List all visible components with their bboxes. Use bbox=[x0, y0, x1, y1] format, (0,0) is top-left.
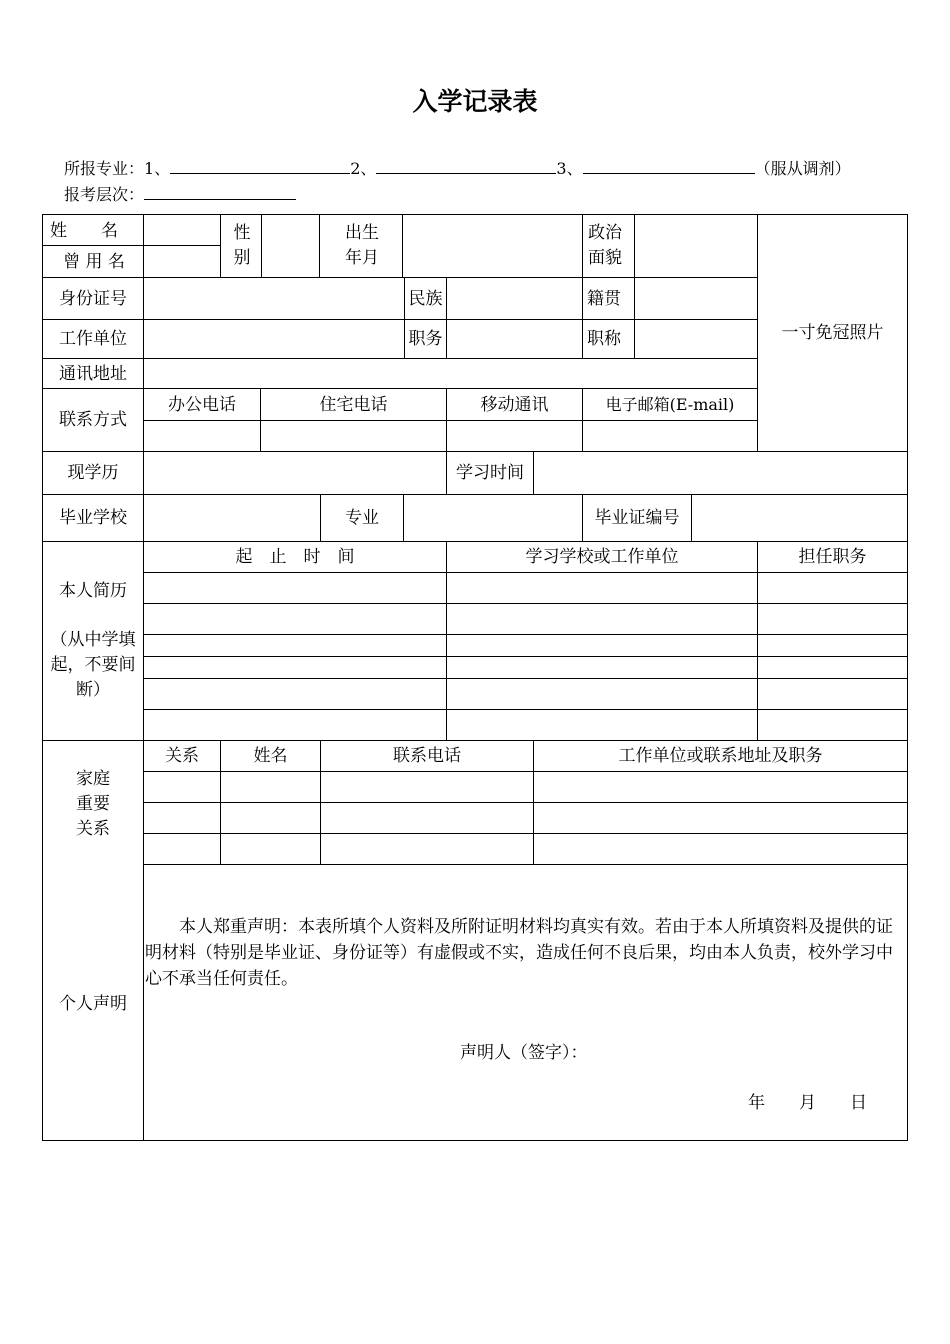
title-rank-label: 职称 bbox=[587, 329, 621, 349]
major-label: 所报专业： bbox=[64, 159, 145, 178]
major-line bbox=[64, 158, 851, 180]
resume-label: 本人简历 bbox=[59, 581, 127, 601]
work-unit-label: 工作单位 bbox=[59, 329, 127, 349]
political-field[interactable] bbox=[635, 215, 757, 277]
family-col-relation: 关系 bbox=[165, 746, 199, 766]
id-card-label: 身份证号 bbox=[59, 288, 127, 309]
grad-school-field[interactable] bbox=[144, 495, 320, 541]
resume-note: （从中学填起，不要间断） bbox=[50, 629, 136, 700]
major-2-label: 2、 bbox=[350, 159, 377, 178]
education-field[interactable] bbox=[144, 452, 446, 494]
native-place-label: 籍贯 bbox=[587, 288, 621, 309]
ethnicity-label: 民族 bbox=[408, 288, 443, 309]
office-phone-label: 办公电话 bbox=[168, 394, 236, 415]
major-label-cell: 专业 bbox=[345, 508, 379, 528]
address-label: 通讯地址 bbox=[59, 363, 127, 384]
level-line bbox=[64, 184, 296, 206]
enrollment-form bbox=[42, 214, 908, 1141]
study-time-field[interactable] bbox=[534, 452, 907, 494]
political-label: 政治面貌 bbox=[588, 223, 622, 268]
major-2-field[interactable] bbox=[376, 158, 556, 174]
position-field[interactable] bbox=[447, 320, 582, 358]
major-3-label: 3、 bbox=[556, 159, 583, 178]
family-label: 家庭重要关系 bbox=[76, 768, 110, 839]
position-label: 职务 bbox=[408, 329, 443, 349]
gender-label: 性别 bbox=[233, 223, 251, 268]
grad-school-label: 毕业学校 bbox=[59, 508, 127, 528]
title-rank-field[interactable] bbox=[635, 320, 757, 358]
home-phone-field[interactable] bbox=[261, 421, 446, 451]
major-1-label: 1、 bbox=[144, 159, 171, 178]
diploma-no-field[interactable] bbox=[692, 495, 907, 541]
resume-col-duty: 担任职务 bbox=[798, 547, 867, 567]
email-label: 电子邮箱(E-mail) bbox=[605, 394, 735, 414]
birth-field[interactable] bbox=[403, 215, 582, 277]
former-name-field[interactable] bbox=[144, 246, 220, 277]
contact-label: 联系方式 bbox=[59, 410, 127, 430]
declaration-text: 本人郑重声明：本表所填个人资料及所附证明材料均真实有效。若由于本人所填资料及提供的证明材料（特别是毕业证、身份证等）有虚假或不实，造成任何不良后果，均由本人负责，校外学习中心不承当任何责任。 bbox=[145, 917, 893, 989]
level-label: 报考层次： bbox=[64, 185, 145, 204]
email-field[interactable] bbox=[583, 421, 757, 451]
work-unit-field[interactable] bbox=[144, 320, 404, 358]
mobile-field[interactable] bbox=[447, 421, 582, 451]
major-field[interactable] bbox=[404, 495, 582, 541]
former-name-label: 曾 用 名 bbox=[63, 252, 125, 272]
family-col-phone: 联系电话 bbox=[393, 746, 461, 766]
address-field[interactable] bbox=[144, 359, 757, 388]
ethnicity-field[interactable] bbox=[447, 278, 582, 319]
name-label: 姓 名 bbox=[50, 221, 118, 241]
level-field[interactable] bbox=[144, 184, 296, 200]
resume-col-time: 起 止 时 间 bbox=[235, 547, 355, 567]
photo-box[interactable]: 一寸免冠照片 bbox=[781, 323, 884, 343]
family-col-work: 工作单位或联系地址及职务 bbox=[618, 746, 823, 766]
major-1-field[interactable] bbox=[170, 158, 350, 174]
resume-col-school: 学习学校或工作单位 bbox=[525, 547, 679, 567]
declaration-label: 个人声明 bbox=[59, 994, 127, 1014]
obey-adjustment: （服从调剂） bbox=[754, 159, 851, 178]
id-card-field[interactable] bbox=[144, 278, 404, 319]
diploma-no-label: 毕业证编号 bbox=[594, 508, 680, 528]
major-3-field[interactable] bbox=[583, 158, 755, 174]
page-title: 入学记录表 bbox=[412, 87, 538, 116]
study-time-label: 学习时间 bbox=[456, 463, 524, 483]
family-col-name: 姓名 bbox=[253, 746, 288, 766]
home-phone-label: 住宅电话 bbox=[319, 394, 388, 415]
office-phone-field[interactable] bbox=[144, 421, 260, 451]
name-field[interactable] bbox=[144, 215, 220, 245]
date-label: 年 月 日 bbox=[748, 1093, 867, 1113]
mobile-label: 移动通讯 bbox=[480, 394, 549, 415]
education-label: 现学历 bbox=[67, 463, 119, 483]
gender-field[interactable] bbox=[262, 215, 319, 277]
birth-label: 出生年月 bbox=[345, 223, 379, 268]
signature-label: 声明人（签字）： bbox=[460, 1043, 588, 1063]
native-place-field[interactable] bbox=[635, 278, 757, 319]
